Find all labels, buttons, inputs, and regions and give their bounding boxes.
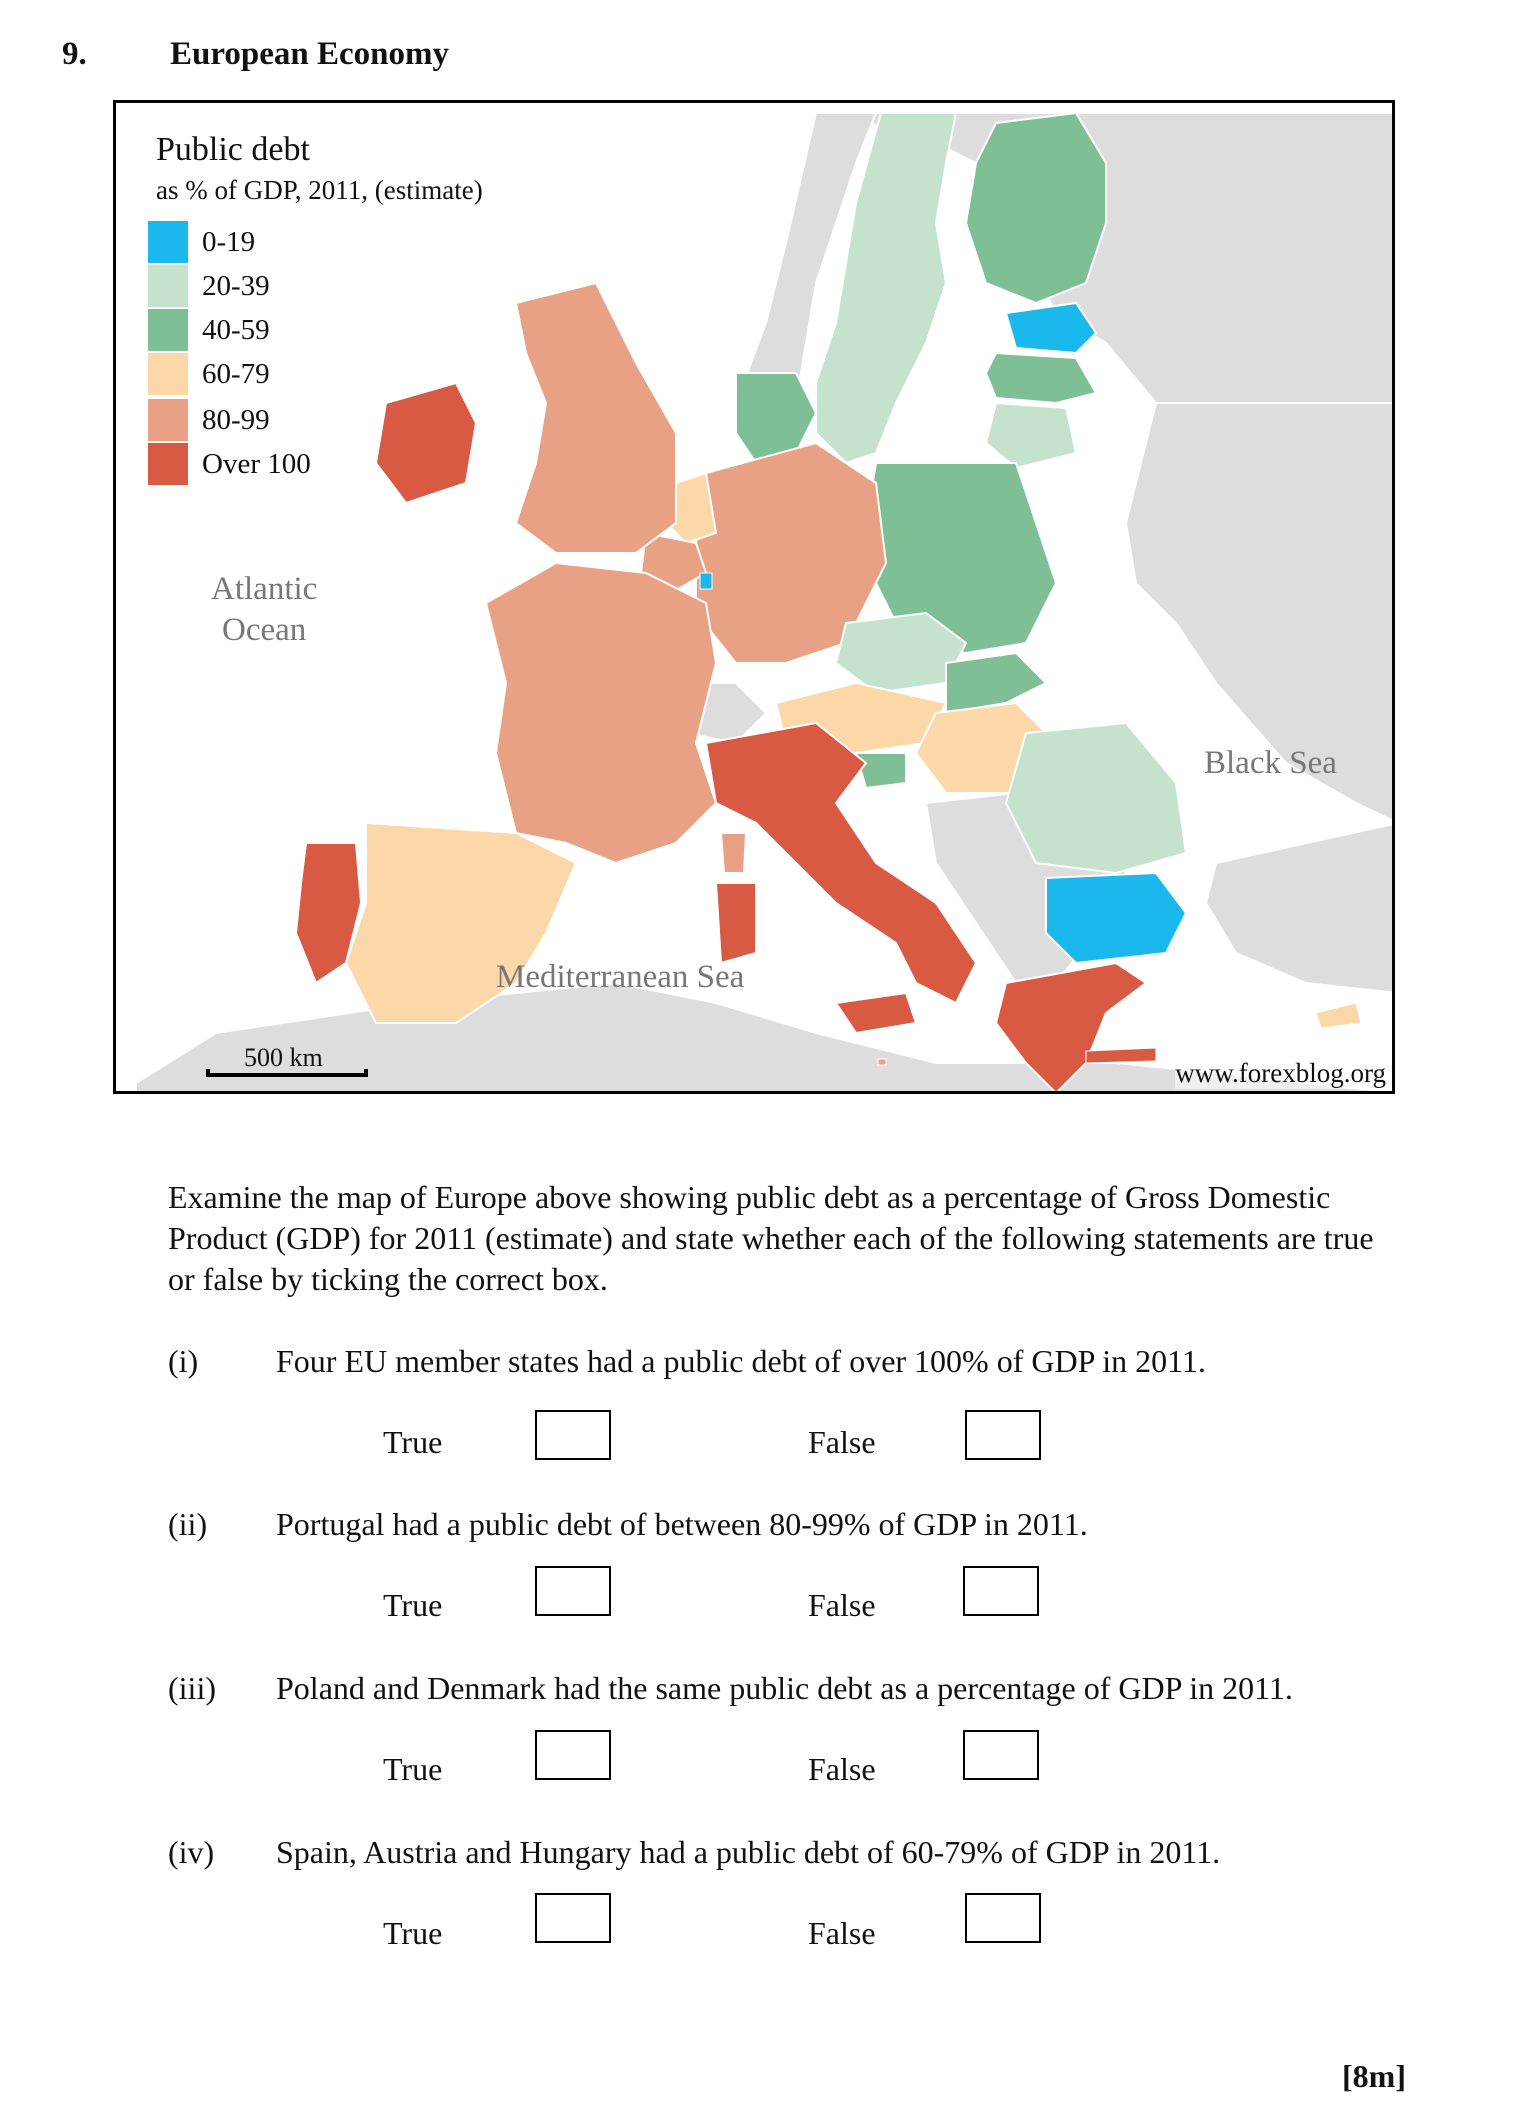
statement-number: (iii) xyxy=(168,1670,216,1706)
legend-swatch xyxy=(148,221,188,263)
instructions: Examine the map of Europe above showing public debt as a percentage of Gross Domestic Product (GDP) for 2011 (estimate) and state whether each of the following statements are true or false by ticking the correct box. xyxy=(168,1179,1374,1297)
false-checkbox[interactable] xyxy=(965,1410,1041,1460)
true-label: True xyxy=(383,1751,443,1787)
false-label: False xyxy=(808,1915,876,1951)
country-france xyxy=(486,563,716,863)
legend-item xyxy=(148,399,270,441)
statement-number: (ii) xyxy=(168,1506,208,1542)
land-turkey xyxy=(1206,823,1395,993)
legend-swatch xyxy=(148,399,188,441)
country-finland xyxy=(966,113,1106,303)
legend-swatch xyxy=(148,443,188,485)
marks: [8m] xyxy=(1342,2058,1406,2094)
black-sea-label: Black Sea xyxy=(1204,745,1337,781)
island-cyprus xyxy=(1316,1003,1361,1028)
true-checkbox[interactable] xyxy=(535,1566,611,1616)
island-sardinia xyxy=(716,883,756,963)
legend-item xyxy=(148,265,270,307)
true-label: True xyxy=(383,1424,443,1460)
true-checkbox[interactable] xyxy=(535,1730,611,1780)
atlantic-ocean-label: Atlantic Ocean xyxy=(211,571,318,648)
false-label: False xyxy=(808,1424,876,1460)
scale-label: 500 km xyxy=(244,1043,323,1072)
false-checkbox[interactable] xyxy=(963,1566,1039,1616)
legend-label: 0-19 xyxy=(202,225,256,258)
legend-swatch xyxy=(148,353,188,395)
legend-label: 60-79 xyxy=(202,357,270,390)
false-checkbox[interactable] xyxy=(963,1730,1039,1780)
false-checkbox[interactable] xyxy=(965,1893,1041,1943)
country-bulgaria xyxy=(1046,873,1186,963)
map-source: www.forexblog.org xyxy=(1175,1058,1386,1088)
country-lithuania xyxy=(986,403,1076,468)
legend-swatch xyxy=(148,265,188,307)
legend-subtitle: as % of GDP, 2011, (estimate) xyxy=(156,175,483,205)
legend-label: 40-59 xyxy=(202,313,270,346)
true-label: True xyxy=(383,1915,443,1951)
statement-text: Spain, Austria and Hungary had a public debt of 60-79% of GDP in 2011. xyxy=(276,1834,1221,1870)
true-checkbox[interactable] xyxy=(535,1410,611,1460)
island-sicily xyxy=(836,993,916,1033)
legend-label: 80-99 xyxy=(202,403,270,436)
statement-text: Portugal had a public debt of between 80-99% of GDP in 2011. xyxy=(276,1506,1088,1542)
island-crete xyxy=(1086,1048,1156,1063)
false-label: False xyxy=(808,1751,876,1787)
scale-bar xyxy=(206,1069,368,1077)
country-ireland xyxy=(376,383,476,503)
legend-item xyxy=(148,353,270,395)
question-number: 9. xyxy=(62,36,87,72)
mediterranean-sea-label: Mediterranean Sea xyxy=(496,959,745,995)
legend-label: 20-39 xyxy=(202,269,270,302)
island-corsica xyxy=(721,833,746,873)
legend-item xyxy=(148,443,311,485)
question-title: European Economy xyxy=(170,36,450,72)
statement-text: Poland and Denmark had the same public debt as a percentage of GDP in 2011. xyxy=(276,1670,1293,1706)
legend-swatch xyxy=(148,309,188,351)
country-luxembourg xyxy=(700,573,712,589)
island-malta xyxy=(878,1059,886,1065)
legend-item xyxy=(148,221,255,263)
country-slovakia xyxy=(946,653,1046,713)
country-latvia xyxy=(986,353,1096,403)
country-slovenia xyxy=(856,753,906,788)
statement-number: (i) xyxy=(168,1343,199,1379)
europe-debt-map xyxy=(113,100,1395,1094)
country-uk xyxy=(516,283,676,553)
legend-item xyxy=(148,309,270,351)
false-label: False xyxy=(808,1587,876,1623)
legend-label: Over 100 xyxy=(202,447,311,480)
country-romania xyxy=(1006,723,1186,873)
true-label: True xyxy=(383,1587,443,1623)
true-checkbox[interactable] xyxy=(535,1893,611,1943)
statement-text: Four EU member states had a public debt of over 100% of GDP in 2011. xyxy=(276,1343,1206,1379)
statement-number: (iv) xyxy=(168,1834,215,1870)
legend-title: Public debt xyxy=(156,131,310,168)
